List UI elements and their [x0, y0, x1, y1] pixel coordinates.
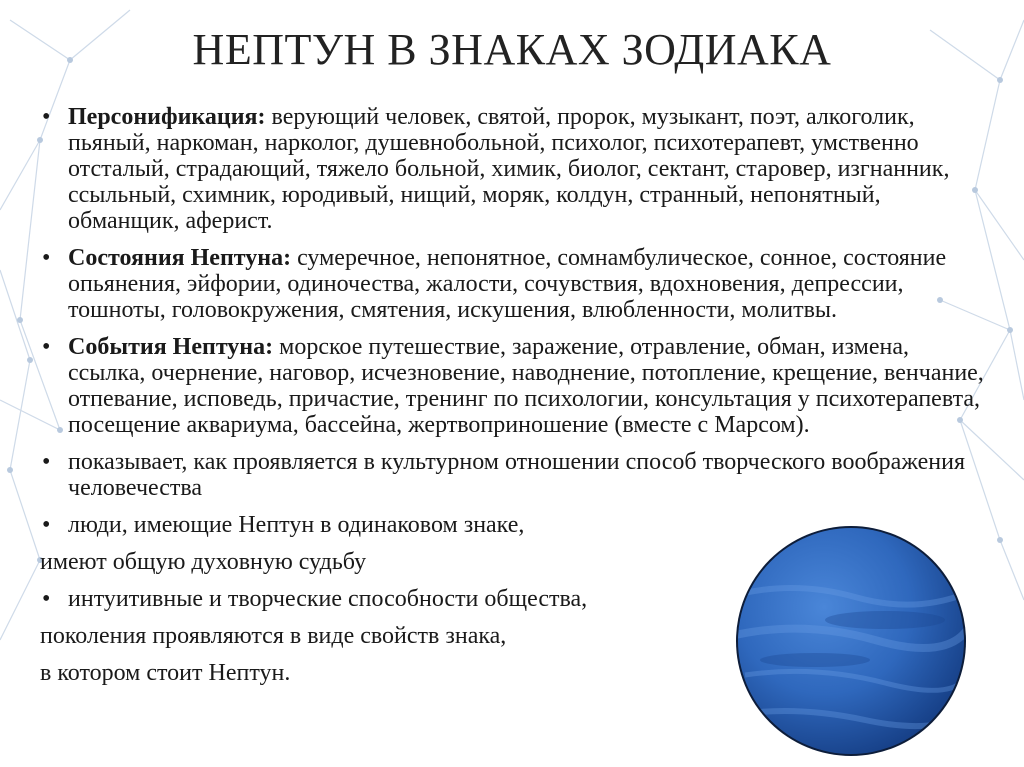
item-heading: Персонификация: [68, 104, 266, 130]
item-text: морское путешествие, заражение, отравление, обман, измена, ссылка, очернение, наговор, исчезновение, наводнение, потопление, крещение, венчание, отпевание, исповедь, причастие, тренинг по психологии, консультация у психотерапевта, посещение аквариума, бассейна, жертвоприношение (вместе с Марсом). [68, 334, 984, 438]
item-text: верующий человек, святой, пророк, музыкант, поэт, алкоголик, пьяный, наркоман, нарколог, душевнобольной, психолог, психотерапевт, умственно отсталый, страдающий, тяжело больной, химик, биолог, сектант, старовер, изгнанник, ссыльный, схимник, юродивый, нищий, моряк, колдун, странный, непонятный, обманщик, аферист. [68, 104, 950, 234]
bullet: • [42, 104, 51, 130]
list-item-people [40, 512, 788, 538]
item-text: показывает, как проявляется в культурном отношении способ творческого воображения человечества [68, 449, 965, 501]
line-fate: имеют общую духовную судьбу [40, 549, 367, 575]
item-text: сумеречное, непонятное, сомнамбулическое, сонное, состояние опьянения, эйфории, одиночества, жалости, сочувствия, вдохновения, депрессии, тошноты, головокружения, смятения, искушения, влюбленности, молитвы. [68, 245, 947, 323]
line-generations: поколения проявляются в виде свойств знака, [40, 623, 507, 649]
list-item-states [40, 245, 990, 323]
list-item-events [40, 334, 990, 438]
bullet: • [42, 512, 51, 538]
bullet: • [42, 245, 51, 271]
list-item-culture [40, 449, 990, 501]
neptune-planet-icon [735, 525, 967, 757]
line-where: в котором стоит Нептун. [40, 660, 291, 686]
item-heading: События Нептуна: [68, 334, 274, 360]
bullet: • [42, 586, 51, 612]
item-heading: Состояния Нептуна: [68, 245, 292, 271]
item-text: люди, имеющие Нептун в одинаковом знаке, [68, 512, 525, 538]
bullet: • [42, 449, 51, 475]
list-item-abilities [40, 586, 788, 612]
item-text: интуитивные и творческие способности общества, [68, 586, 588, 612]
slide-title: НЕПТУН В ЗНАКАХ ЗОДИАКА [192, 25, 832, 74]
list-item-personification [40, 104, 990, 234]
bullet: • [42, 334, 51, 360]
